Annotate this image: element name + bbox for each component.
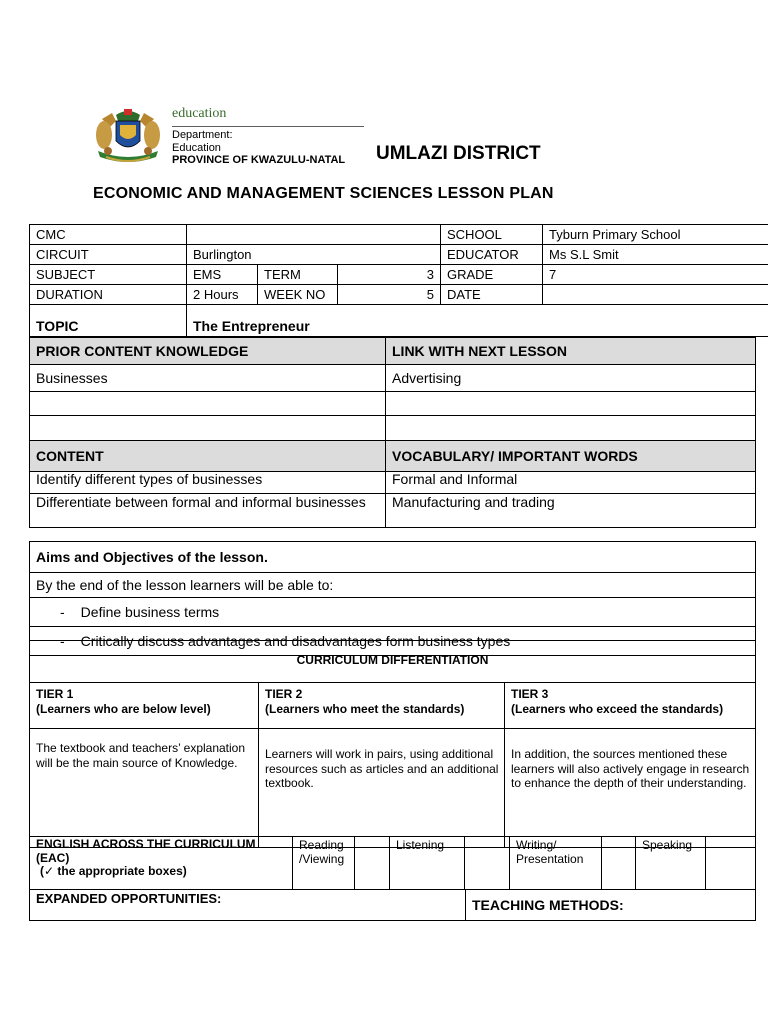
tier-1-subtitle: (Learners who are below level) <box>36 702 211 716</box>
district-title: UMLAZI DISTRICT <box>376 143 541 164</box>
knowledge-table <box>29 337 756 528</box>
logo-department <box>172 129 345 167</box>
tier-2-subtitle: (Learners who meet the standards) <box>265 702 465 716</box>
cmc-value[interactable] <box>187 225 441 245</box>
eac-table <box>29 836 756 890</box>
week-value[interactable]: 5 <box>338 285 441 305</box>
tier-2-text[interactable]: Learners will work in pairs, using additional resources such as articles and an additional textbook. <box>259 729 505 848</box>
kzn-coat-of-arms-icon <box>92 105 164 169</box>
prior-knowledge-value[interactable]: Businesses <box>30 365 386 392</box>
logo-dept-line: Department: <box>172 129 233 141</box>
grade-value[interactable]: 7 <box>543 265 768 285</box>
eac-checkbox-speaking[interactable] <box>706 837 756 890</box>
logo-divider <box>172 126 364 127</box>
tier-3-subtitle: (Learners who exceed the standards) <box>511 702 724 716</box>
duration-label: DURATION <box>30 285 187 305</box>
content-item[interactable]: Differentiate between formal and informal businesses <box>30 494 386 528</box>
term-label: TERM <box>258 265 338 285</box>
prior-knowledge-blank[interactable] <box>30 392 386 416</box>
educator-label: EDUCATOR <box>441 245 543 265</box>
differentiation-heading: CURRICULUM DIFFERENTIATION <box>30 641 756 683</box>
expanded-opportunities-label[interactable]: EXPANDED OPPORTUNITIES: <box>30 890 466 921</box>
topic-label: TOPIC <box>30 305 187 337</box>
eac-checkbox-listening[interactable] <box>465 837 510 890</box>
differentiation-table <box>29 640 756 848</box>
eac-heading <box>30 837 293 890</box>
tier-1-header <box>30 683 259 729</box>
eac-title: ENGLISH ACROSS THE CURRICULUM (EAC) <box>36 837 256 865</box>
aims-item-text: Critically discuss advantages and disadvantages form business types <box>80 633 511 649</box>
eac-checkbox-reading[interactable] <box>355 837 390 890</box>
tier-2-header <box>259 683 505 729</box>
prior-knowledge-header: PRIOR CONTENT KNOWLEDGE <box>30 338 386 365</box>
logo-title: education <box>172 106 227 121</box>
bullet-dash: - <box>60 604 65 620</box>
topic-value[interactable]: The Entrepreneur <box>187 305 768 337</box>
date-value[interactable] <box>543 285 768 305</box>
circuit-value[interactable]: Burlington <box>187 245 441 265</box>
vocabulary-item[interactable]: Manufacturing and trading <box>386 494 756 528</box>
tier-3-title: TIER 3 <box>511 687 549 701</box>
duration-value[interactable]: 2 Hours <box>187 285 258 305</box>
footer-table <box>29 889 756 921</box>
prior-knowledge-blank[interactable] <box>30 416 386 441</box>
school-value[interactable]: Tyburn Primary School <box>543 225 768 245</box>
circuit-label: CIRCUIT <box>30 245 187 265</box>
link-next-lesson-value[interactable]: Advertising <box>386 365 756 392</box>
link-next-lesson-header: LINK WITH NEXT LESSON <box>386 338 756 365</box>
aims-intro: By the end of the lesson learners will be able to: <box>30 573 756 598</box>
link-next-lesson-blank[interactable] <box>386 392 756 416</box>
logo-province: PROVINCE OF KWAZULU-NATAL <box>172 154 346 166</box>
vocabulary-header: VOCABULARY/ IMPORTANT WORDS <box>386 441 756 472</box>
grade-label: GRADE <box>441 265 543 285</box>
tier-1-title: TIER 1 <box>36 687 74 701</box>
eac-option-reading: Reading /Viewing <box>293 837 355 890</box>
week-label: WEEK NO <box>258 285 338 305</box>
subject-value[interactable]: EMS <box>187 265 258 285</box>
tier-3-header <box>505 683 756 729</box>
tier-1-text[interactable]: The textbook and teachers’ explanation will be the main source of Knowledge. <box>30 729 259 848</box>
teaching-methods-label[interactable]: TEACHING METHODS: <box>466 890 756 921</box>
vocabulary-item[interactable]: Formal and Informal <box>386 472 756 494</box>
aims-item[interactable] <box>30 598 756 627</box>
eac-option-writing: Writing/ Presentation <box>510 837 602 890</box>
page-header <box>92 103 692 173</box>
school-label: SCHOOL <box>441 225 543 245</box>
term-value[interactable]: 3 <box>338 265 441 285</box>
logo-text <box>172 107 226 121</box>
logo-edu-line: Education <box>172 141 221 154</box>
eac-option-listening: Listening <box>390 837 465 890</box>
cmc-label: CMC <box>30 225 187 245</box>
educator-value[interactable]: Ms S.L Smit <box>543 245 768 265</box>
date-label: DATE <box>441 285 543 305</box>
info-table <box>29 224 768 337</box>
content-header: CONTENT <box>30 441 386 472</box>
aims-item-text: Define business terms <box>80 604 220 620</box>
bullet-dash: - <box>60 633 65 649</box>
eac-checkbox-writing[interactable] <box>602 837 636 890</box>
link-next-lesson-blank[interactable] <box>386 416 756 441</box>
tier-3-text[interactable]: In addition, the sources mentioned these learners will also actively engage in research to enhance the depth of their understanding. <box>505 729 756 848</box>
eac-instruction: (✓ the appropriate boxes) <box>40 864 187 878</box>
content-item[interactable]: Identify different types of businesses <box>30 472 386 494</box>
aims-table <box>29 541 756 656</box>
subject-label: SUBJECT <box>30 265 187 285</box>
tier-2-title: TIER 2 <box>265 687 303 701</box>
eac-option-speaking: Speaking <box>636 837 706 890</box>
aims-heading: Aims and Objectives of the lesson. <box>30 542 756 573</box>
lesson-plan-title: ECONOMIC AND MANAGEMENT SCIENCES LESSON PLAN <box>93 185 554 202</box>
